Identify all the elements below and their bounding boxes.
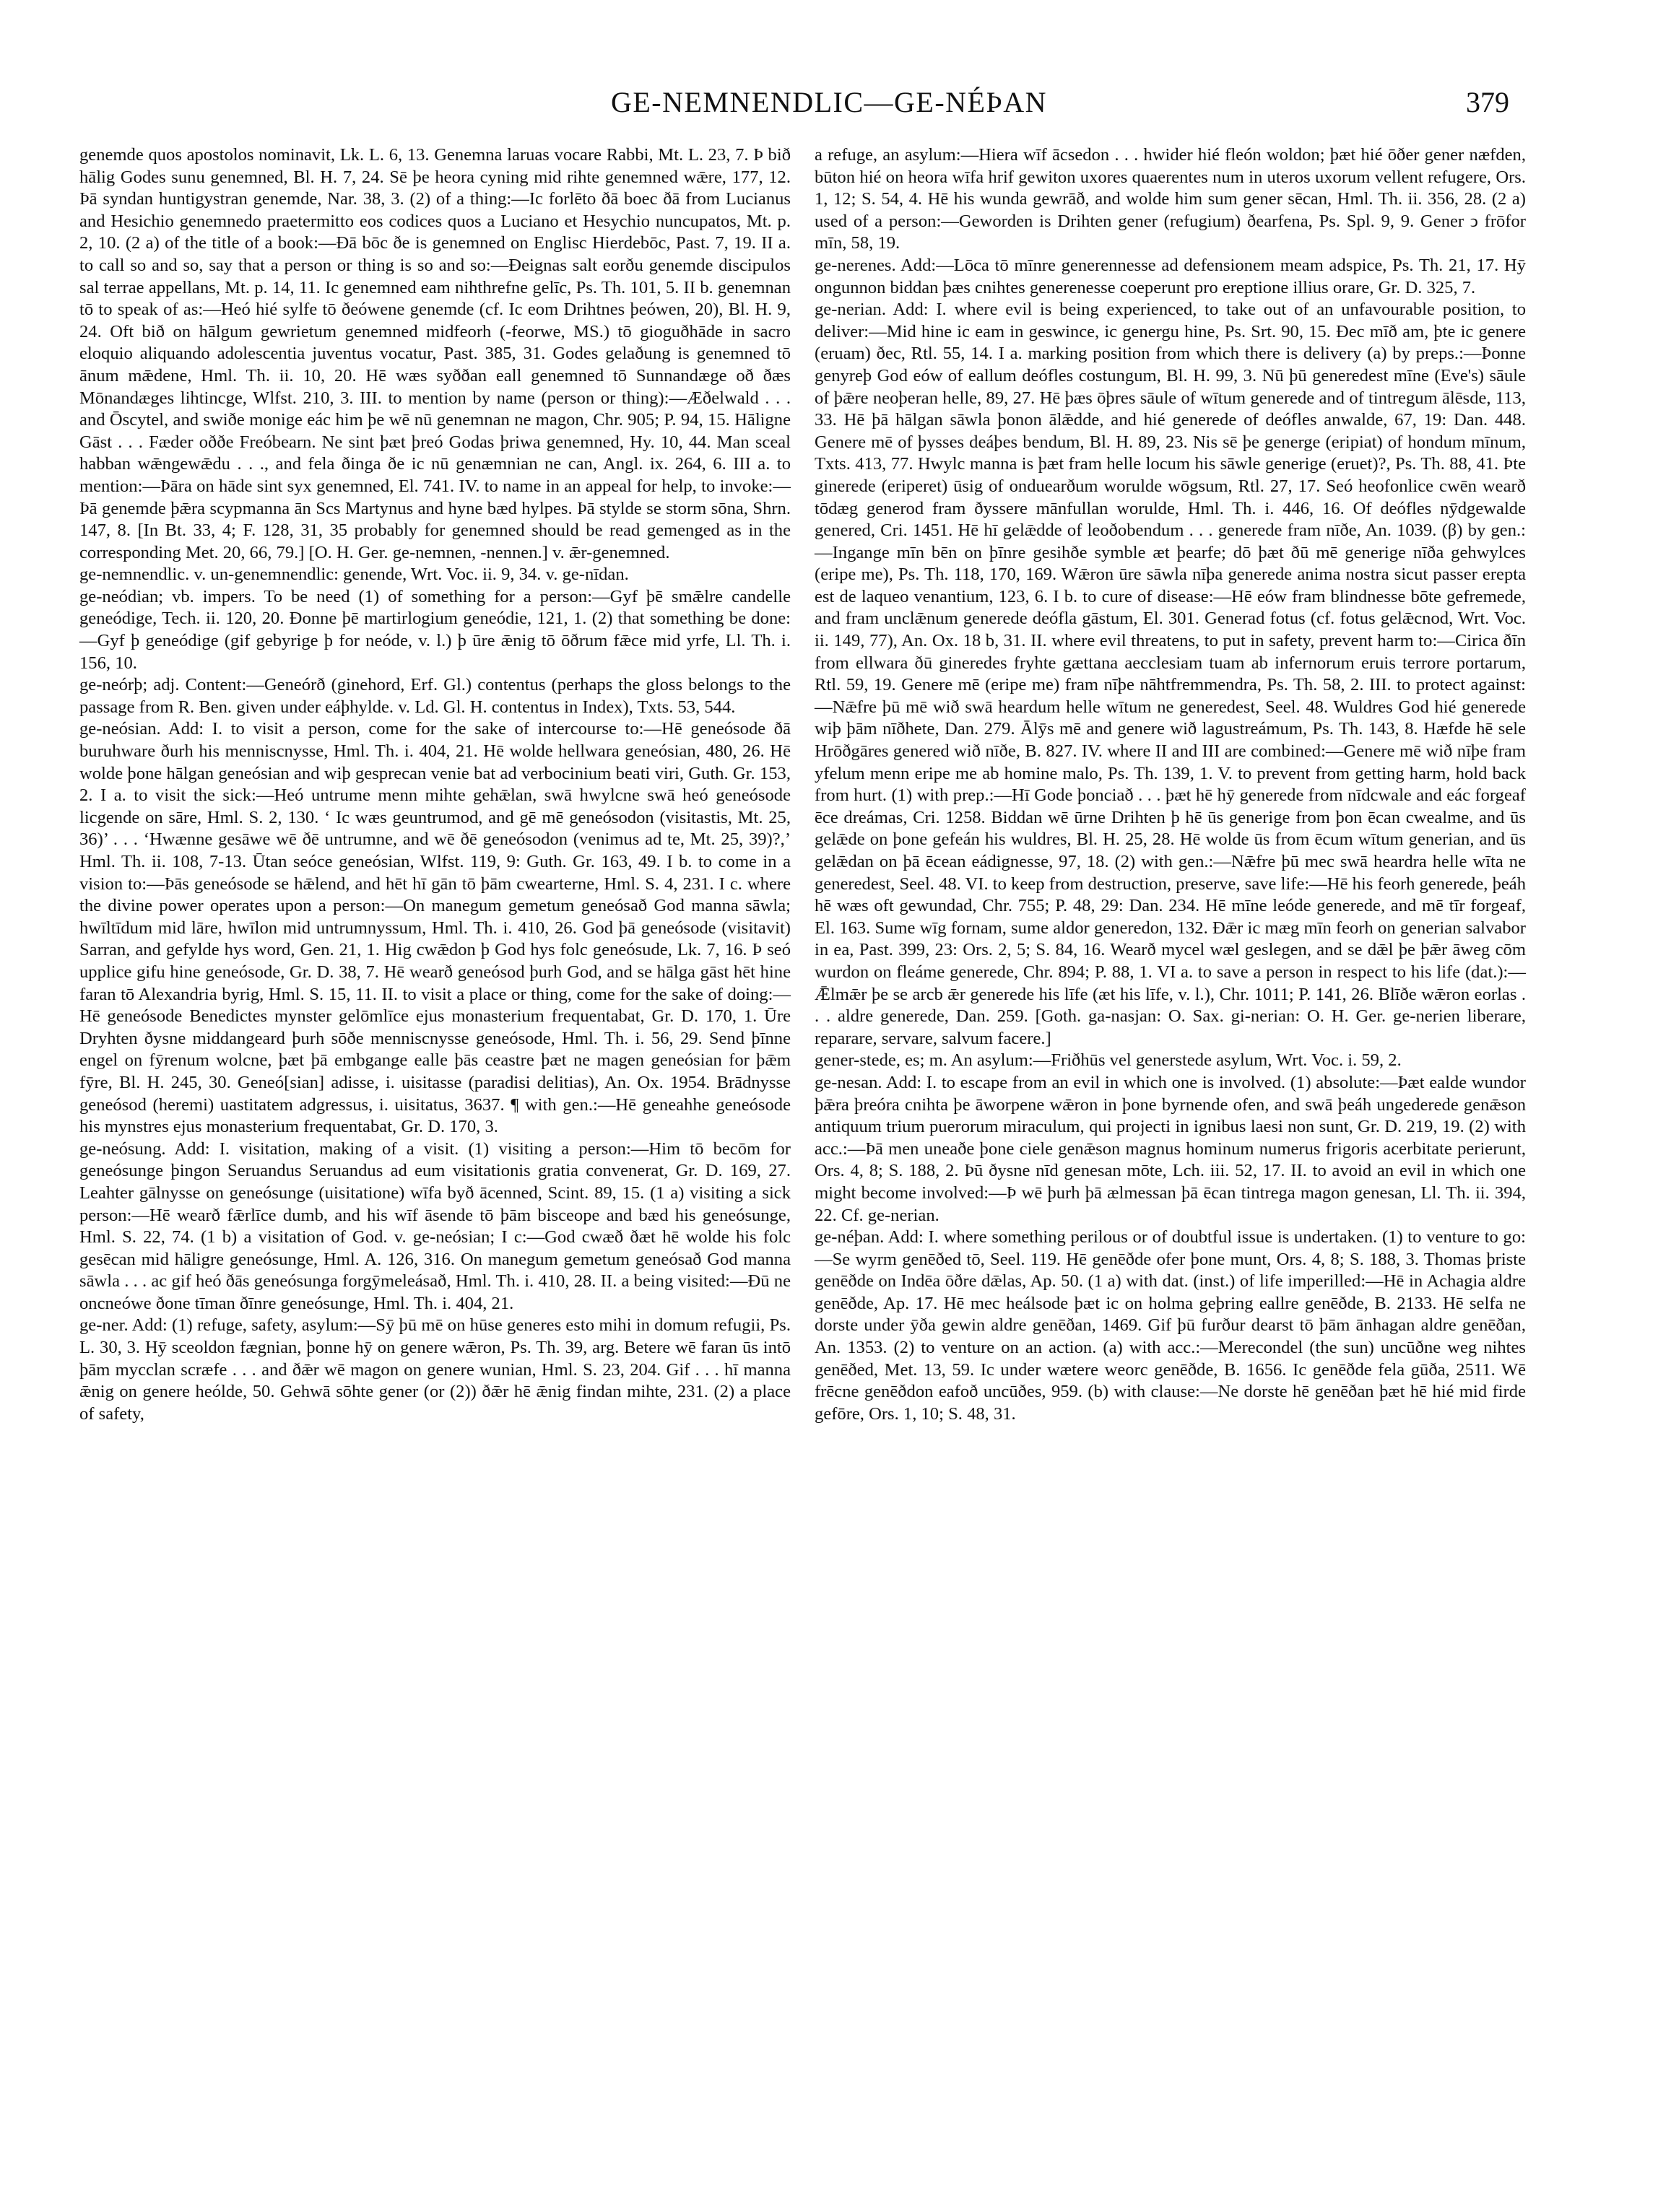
dictionary-entry: ge-neósung. Add: I. visitation, making of a visit. (1) visiting a person:—Him tō becōm for geneósunge þingon Seruandus Seruandus ad eum visitationis gratia convenerat, Gr. D. 169, 27. Leahter gālnysse on geneósunge (uisitatione) wīfa byð ācenned, Scint. 89, 15. (1 a) visiting a sick person:—Hē wearð fǣrlīce dumb, and his wīf āsende tō þām bisceope and bæd his geneósunge, Hml. S. 22, 74. (1 b) a visitation of God. v. ge-neósian; I c:—God cwæð ðæt hē wolde his folc gesēcan mid hāligre geneósunge, Hml. A. 126, 316. On manegum gemetum geneósað God manna sāwla . . . ac gif heó ðās geneósunga forgȳmeleásað, Hml. Th. i. 410, 28. II. a being visited:—Ðū ne oncneówe ðone tīman ðīnre geneósunge, Hml. Th. i. 404, 21. [79,1138,791,1313]
dictionary-entry: ge-nemnendlic. v. un-genemnendlic: genende, Wrt. Voc. ii. 9, 34. v. ge-nīdan. [79,565,629,585]
left-column [79,144,791,1425]
dictionary-entry: ge-neósian. Add: I. to visit a person, come for the sake of intercourse to:—Hē geneósode ðā buruhware ðurh his menniscnysse, Hml. Th. i. 404, 21. Hē wolde hellwara geneósian, 480, 26. Hē wolde þone hālgan geneósian and wiþ gesprecan venie bat ad verbocinium beati viri, Guth. Gr. 153, 2. I a. to visit the sick:—Heó untrume menn mihte gehǣlan, swā hwylcne swā heó geneósode licgende on sāre, Hml. S. 2, 130. ‘ Ic wæs geuntrumod, and gē mē geneósodon (visitastis, Mt. 25, 36)’ . . . ‘Hwænne gesāwe wē ðē untrumne, and wē ðē geneósodon (venimus ad te, Mt. 25, 39)?,’ Hml. Th. ii. 108, 7-13. Ūtan seóce geneósian, Wlfst. 119, 9: Guth. Gr. 163, 49. I b. to come in a vision to:—Þās geneósode se hǣlend, and hēt hī gān tō þām cwearterne, Hml. S. 4, 231. I c. where the divine power operates upon a person:—On manegum gemetum geneósað God manna sāwla; hwīltīdum mid lāre, hwīlon mid untrumnyssum, Hml. Th. i. 410, 26. God þā geneósode (visitavit) Sarran, and gefylde hys word, Gen. 21, 1. Hig cwǣdon þ God hys folc geneósude, Lk. 7, 16. Þ seó upplice gifu hine geneósode, Gr. D. 38, 7. Hē wearð geneósod þurh God, and se hālga gāst hēt hine faran tō Alexandria byrig, Hml. S. 15, 11. II. to visit a place or thing, come for the sake of doing:—Hē geneósode Benedictes mynster gelōmlīce ejus monasterium frequentabat, Gr. D. 170, 1. Ūre Dryhten ðysne middangeard þurh sōðe menniscnysse geneósode, Hml. Th. i. 56, 29. Send þīnne engel on fȳrenum wolcne, þæt þā embgange ealle þās ceastre þæt ne magen geneósian for þǣm fȳre, Bl. H. 245, 30. Geneó[sian] adisse, i. uisitasse (paradisi delitias), An. Ox. 1954. Brādnysse geneósod (heremi) uastitatem adgressus, i. uisitatus, 3637. ¶ with gen.:—Hē geneahhe geneósode his mynstres ejus monasterium frequentabat, Gr. D. 170, 3. [79,719,791,1137]
dictionary-entry: ge-neódian; vb. impers. To be need (1) of something for a person:—Gyf þē smǣlre candelle geneódige, Tech. ii. 120, 20. Ðonne þē martirlogium geneódie, 121, 1. (2) that something be done:—Gyf þ geneódige (gif gebyrige þ for neóde, v. l.) þ ūre ǣnig tō ōðrum fǣce mid yrfe, Ll. Th. i. 156, 10. [79,586,791,673]
page-title: GE-NEMNENDLIC—GE-NÉÞAN [610,86,1048,118]
dictionary-entry: ge-nesan. Add: I. to escape from an evil in which one is involved. (1) absolute:—Þæt ealde wundor þǣra þreóra cnihta þe āworpene wǣron in þone byrnende ofen, and swā þeáh ungederede genǣson antiquum trium puerorum miraculum, qui projecti in ignibus laesi non sunt, Gr. D. 219, 19. (2) with acc.:—Þā men uneaðe þone ciele genǣson magnus hominum numerus frigoris acerbitate perierunt, Ors. 4, 8; S. 188, 2. Þū ðysne nīd genesan mōte, Lch. iii. 52, 17. II. to avoid an evil in which one might become involved:—Þ wē þurh þā ælmessan þā ēcan tintrega magon genesan, Ll. Th. ii. 394, 22. Cf. ge-nerian. [815,1072,1526,1225]
dictionary-entry: ge-ner. Add: (1) refuge, safety, asylum:—Sȳ þū mē on hūse generes esto mihi in domum refugii, Ps. L. 30, 3. Hȳ sceoldon fægnian, þonne hȳ on genere wǣron, Ps. Th. 39, arg. Betere wē faran ūs intō þām mycclan scræfe . . . and ðǣr wē magon on genere wunian, Hml. S. 23, 204. Gif . . . hī manna ǣnig on genere heólde, 50. Gehwā sōhte gener (or (2)) ðǣr hē ǣnig findan mihte, 231. (2) a place of safety, [79,1315,791,1424]
right-column [815,144,1526,1425]
dictionary-entry: ge-neórþ; adj. Content:—Geneórð (ginehord, Erf. Gl.) contentus (perhaps the gloss belongs to the passage from R. Ben. given under eáþhylde. v. Ld. Gl. H. contentus in Index), Txts. 53, 544. [79,675,791,717]
dictionary-entry: gener-stede, es; m. An asylum:—Friðhūs vel generstede asylum, Wrt. Voc. i. 59, 2. [815,1050,1402,1071]
dictionary-entry: ge-néþan. Add: I. where something perilous or of doubtful issue is undertaken. (1) to venture to go:—Se wyrm genēðed tō, Seel. 119. Hē genēðde ofer þone munt, Ors. 4, 8; S. 188, 3. Thomas þriste genēðde on Indēa ōðre dǣlas, Ap. 50. (1 a) with dat. (inst.) of life imperilled:—Hē in Achagia aldre genēðde, Ap. 17. Hē mec heálsode þæt ic on holma geþring eallre genēðde, B. 2133. Hē selfa ne dorste under ȳða gewin aldre genēðan, 1469. Gif þū furður dearst tō þām ānhagan aldre genēðan, An. 1353. (2) to venture on an action. (a) with acc.:—Merecondel (the sun) uncūðne weg nihtes genēðed, Met. 13, 59. Ic under wætere weorc genēðde, B. 1656. Ic genēðde fela gūða, 2511. Wē frēcne genēðdon eafoð uncūðes, 959. (b) with clause:—Ne dorste hē genēðan þæt hē hié mid firde gefōre, Ors. 1, 10; S. 48, 31. [815,1227,1526,1424]
dictionary-entry: a refuge, an asylum:—Hiera wīf ācsedon . . . hwider hié fleón woldon; þæt hié ōðer gener næfden, būton hié on heora wīfa hrif gewiton uxores quaerentes num in uteros uxorum vellent refugere, Ors. 1, 12; S. 54, 4. Hē his wunda gewrāð, and wolde him sum gener sēcan, Hml. Th. ii. 356, 28. (2 a) used of a person:—Geworden is Drihten gener (refugium) ðearfena, Ps. Spl. 9, 9. Gener ↄ frōfor mīn, 58, 19. [815,145,1526,253]
page-number: 379 [1466,86,1509,118]
dictionary-entry: ge-nerian. Add: I. where evil is being experienced, to take out of an unfavourable position, to deliver:—Mid hine ic eam in geswince, ic genergu hine, Ps. Srt. 90, 15. Ðec mīð am, þte ic genere (eruam) ðec, Rtl. 55, 14. I a. marking position from which there is delivery (a) by preps.:—Þonne genyreþ God eów of eallum deófles costungum, Bl. H. 99, 3. Nū þū generedest mīne (Eve's) sāule of þǣre neoþeran helle, 89, 27. Hē þæs ōþres sāule of wītum generede and of tintregum ālēsde, 113, 33. Hē þā hālgan sāwla þonon ālǣdde, and hié generede of deófles anwalde, 67, 19: Dan. 448. Genere mē of þysses deáþes bendum, Bl. H. 89, 23. Nis sē þe generge (eripiat) of hondum mīnum, Txts. 413, 77. Hwylc manna is þæt fram helle locum his sāwle generige (eruet)?, Ps. Th. 88, 41. Þte ginerede (eriperet) ūsig of onduearðum worulde wōgsum, Rtl. 27, 17. Seó heofonlice cwēn wearð tōdæg generod fram ðyssere mānfullan worulde, Hml. Th. i. 446, 16. Of deófles nȳdgewalde genered, Cri. 1451. Hē hī gelǣdde of leoðobendum . . . generede fram nīðe, An. 1039. (β) by gen.:—Ingange mīn bēn on þīnre gesihðe symble æt þearfe; dō þæt ðū mē generige nīða gehwylces (eripe me), Ps. Th. 118, 170, 169. Wǣron ūre sāwla nīþa generede anima nostra sicut passer erepta est de laqueo venantium, 123, 6. I b. to cure of disease:—Hē eów fram blindnesse bōte gefremede, and fram unclǣnum generede deófla gāstum, El. 301. Generad fotus (cf. fotus gelǣcnod, Wrt. Voc. ii. 149, 77), An. Ox. 18 b, 31. II. where evil threatens, to put in safety, prevent harm to:—Cirica ðīn from ellwara ðū gineredes fryhte gættana aecclesiam tuam ab infernorum eruis terrore portarum, Rtl. 59, 19. Genere mē (eripe me) fram nīþe nāhtfremmendra, Ps. Th. 58, 2. III. to protect against:—Nǣfre þū mē wið swā heardum helle wītum ne generedest, Seel. 48. Wuldres God hié generede wiþ þām nīðhete, Dan. 279. Ālȳs mē and genere wið lagustreámum, Ps. Th. 143, 8. Hæfde hē sele Hrōðgāres genered wið nīðe, B. 827. IV. where II and III are combined:—Genere mē wið nīþe fram yfelum menn eripe me ab homine malo, Ps. Th. 139, 1. V. to prevent from getting harm, hold back from hurt. (1) with prep.:—Hī Gode þonciað . . . þæt hē hȳ generede from nīdcwale and eác forgeaf ēce dreámas, Cri. 1258. Biddan wē ūrne Drihten þ hē ūs generige from þon ēcan cwealme, and ūs gelǣde on þone gefeán his wuldres, Bl. H. 25, 28. Hē wolde ūs from ēcum wītum generian, and ūs gelǣdan on þā ēcean eádignesse, 97, 18. (2) with gen.:—Nǣfre þū mec swā heardra helle wīta ne generedest, Seel. 48. VI. to keep from destruction, preserve, save life:—Hē his feorh generede, þeáh hē wæs oft gewundad, Chr. 755; P. 48, 29: Dan. 234. Hē mīne leóde generede, and mē tīr forgeaf, El. 163. Sume wīg fornam, sume aldor generedon, 132. Ðǣr ic mæg mīn feorh on generian salvabor in ea, Past. 399, 23: Ors. 2, 5; S. 84, 16. Wearð mycel wæl geslegen, and se dǣl þe þǣr āweg cōm wurdon on fleáme generede, Chr. 894; P. 88, 1. VI a. to save a person in respect to his life (dat.):—Ǣlmǣr þe se arcb ǣr generede his līfe (æt his līfe, v. l.), Chr. 1011; P. 141, 26. Blīðe wǣron eorlas . . . aldre generede, Dan. 259. [Goth. ga-nasjan: O. Sax. gi-nerian: O. H. Ger. ge-nerien liberare, reparare, servare, salvum facere.] [815,300,1526,1048]
dictionary-entry: ge-nerenes. Add:—Lōca tō mīnre generennesse ad defensionem meam adspice, Ps. Th. 21, 17. Hȳ ongunnon biddan þæs cnihtes generenesse coeperunt pro ereptione illius orare, Gr. D. 325, 7. [815,255,1526,297]
page-header [0,85,1658,129]
dictionary-entry: genemde quos apostolos nominavit, Lk. L. 6, 13. Genemna laruas vocare Rabbi, Mt. L. 23, 7. Þ bið hālig Godes sunu genemned, Bl. H. 7, 24. Sē þe heora cyning mid rihte genemned wǣre, 177, 12. Þā syndan huntigystran genemde, Nar. 38, 3. (2) of a thing:—Ic forlēto ðā boec ðā from Lucianus and Hesichio genemnedo praetermitto eos codices quos a Luciano et Hesychio nuncupatos, Mt. p. 2, 10. (2 a) of the title of a book:—Ðā bōc ðe is genemned on Englisc Hierdebōc, Past. 7, 19. II a. to call so and so, say that a person or thing is so and so:—Ðeignas salt eorðu genemde discipulos sal terrae appellans, Mt. p. 14, 11. Ic genemned eam nihthrefne gelīc, Ps. Th. 101, 5. II b. genemnan tō to speak of as:—Heó hié sylfe tō ðeówene genemde (cf. Ic eom Drihtnes þeówen, 20), Bl. H. 9, 24. Oft bið on hālgum gewrietum genemned midfeorh (-feorwe, MS.) tō gioguðhāde in sacro eloquio aliquando adolescentia juventus vocatur, Past. 385, 31. Godes gelaðung is genemned tō ānum mǣdene, Hml. Th. ii. 10, 20. Hē wæs syððan eall genemned tō Sunnandæge oð ðæs Mōnandæges lihtincge, Wlfst. 210, 3. III. to mention by name (person or thing):—Æðelwald . . . and Ōscytel, and swiðe monige eác him þe wē nū genemnan ne magon, Chr. 905; P. 94, 15. Hāligne Gāst . . . Fæder oððe Freóbearn. Ne sint þæt þreó Godas þriwa genemned, Hy. 10, 44. Man sceal habban wǣngewǣdu . . ., and fela ðinga ðe ic nū genæmnian ne can, Angl. ix. 264, 6. III a. to mention:—Þāra on hāde sint syx genemned, El. 741. IV. to name in an appeal for help, to invoke:—Þā genemde þǣra scypmanna ān Scs Martynus and hyne bæd hylpes. Þā stylde se storm sōna, Shrn. 147, 8. [In Bt. 33, 4; F. 128, 31, 35 probably for genemned should be read gemenged as in the corresponding Met. 20, 66, 79.] [O. H. Ger. ge-nemnen, -nennen.] v. ǣr-genemned. [79,145,791,562]
